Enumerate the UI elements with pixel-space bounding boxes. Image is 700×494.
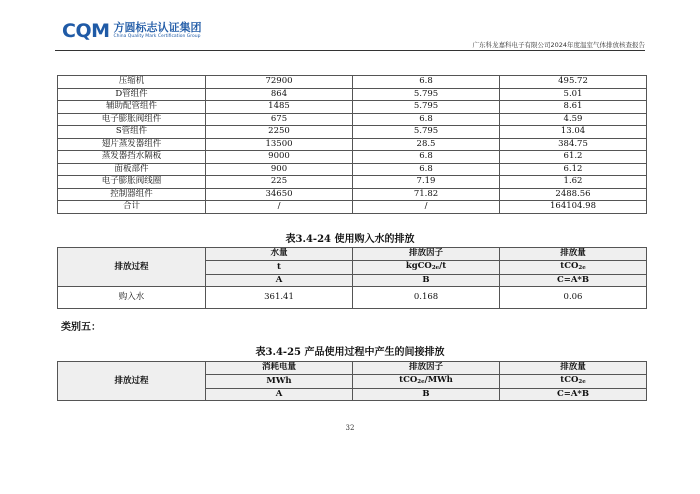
row-label-water: 购入水	[58, 287, 206, 309]
table-cell: 71.82	[353, 188, 500, 201]
table-row	[58, 113, 647, 126]
logo-english-name: China Quality Mark Certification Group	[113, 34, 201, 39]
row-label: 电子膨胀阀组件	[58, 113, 206, 126]
table-cell: 6.12	[500, 163, 647, 176]
process-header: 排放过程	[58, 248, 206, 287]
table-row	[58, 176, 647, 189]
code-c: C=A*B	[500, 274, 647, 287]
row-label: 电子膨胀阀线圈	[58, 176, 206, 189]
table-cell: 5.795	[353, 88, 500, 101]
table-cell: 900	[206, 163, 353, 176]
unit-water: t	[206, 260, 353, 274]
unit-factor: tCO2e/MWh	[353, 374, 500, 388]
header-water-amount: 水量	[206, 248, 353, 261]
table-cell: 7.19	[353, 176, 500, 189]
row-label: 辅助配管组件	[58, 101, 206, 114]
table-cell: 9000	[206, 151, 353, 164]
table-cell: 6.8	[353, 113, 500, 126]
purchased-water-table	[57, 247, 647, 309]
row-label: 面板部件	[58, 163, 206, 176]
table-cell: 61.2	[500, 151, 647, 164]
table-cell: 4.59	[500, 113, 647, 126]
table-caption-product-use: 表3.4-25 产品使用过程中产生的间接排放	[255, 347, 445, 358]
table-cell: 495.72	[500, 76, 647, 89]
table-cell: 28.5	[353, 138, 500, 151]
table-row	[58, 101, 647, 114]
code-b: B	[353, 274, 500, 287]
table-row	[58, 88, 647, 101]
table-caption-water: 表3.4-24 使用购入水的排放	[285, 234, 415, 245]
row-label: 合计	[58, 201, 206, 214]
table-row	[58, 201, 647, 214]
table-row	[58, 188, 647, 201]
table-row	[58, 138, 647, 151]
header-emission-factor: 排放因子	[353, 248, 500, 261]
row-label: S管组件	[58, 126, 206, 139]
header-electricity: 消耗电量	[206, 362, 353, 375]
code-a: A	[206, 274, 353, 287]
table-cell: 164104.98	[500, 201, 647, 214]
table-cell: 2488.56	[500, 188, 647, 201]
table-row	[58, 163, 647, 176]
table-cell: 1.62	[500, 176, 647, 189]
row-label: 蒸发器挡水隔板	[58, 151, 206, 164]
page-header	[0, 0, 700, 60]
header-emission-factor: 排放因子	[353, 362, 500, 375]
table-cell: 6.8	[353, 76, 500, 89]
row-label: 控制器组件	[58, 188, 206, 201]
table-cell: 1485	[206, 101, 353, 114]
table-cell: 2250	[206, 126, 353, 139]
table-cell: 72900	[206, 76, 353, 89]
table-row	[58, 76, 647, 89]
table-row	[58, 126, 647, 139]
unit-electricity: MWh	[206, 374, 353, 388]
header-emissions: 排放量	[500, 362, 647, 375]
product-use-table	[57, 361, 647, 401]
logo-mark: CQM	[62, 20, 110, 42]
table-cell: 5.795	[353, 126, 500, 139]
purchased-goods-table	[57, 75, 647, 214]
table-cell: 675	[206, 113, 353, 126]
process-header: 排放过程	[58, 362, 206, 401]
company-logo	[62, 20, 202, 42]
table-cell: 384.75	[500, 138, 647, 151]
table-cell: 5.795	[353, 101, 500, 114]
row-label: 翅片蒸发器组件	[58, 138, 206, 151]
page-number: 32	[345, 424, 355, 432]
unit-emissions: tCO2e	[500, 374, 647, 388]
table-row	[58, 151, 647, 164]
code-b: B	[353, 388, 500, 401]
table-cell: 8.61	[500, 101, 647, 114]
header-divider	[55, 50, 645, 51]
category-heading: 类别五：	[61, 322, 101, 333]
cell-water-factor: 0.168	[353, 287, 500, 309]
table-cell: 13.04	[500, 126, 647, 139]
table-cell: 5.01	[500, 88, 647, 101]
table-cell: 34650	[206, 188, 353, 201]
code-a: A	[206, 388, 353, 401]
report-title: 广东科龙嘉科电子有限公司2024年度温室气体排放核查报告	[472, 41, 645, 49]
table-cell: /	[206, 201, 353, 214]
code-c: C=A*B	[500, 388, 647, 401]
table-cell: /	[353, 201, 500, 214]
row-label: 压缩机	[58, 76, 206, 89]
unit-emissions: tCO2e	[500, 260, 647, 274]
table-cell: 6.8	[353, 151, 500, 164]
logo-chinese-name: 方圆标志认证集团	[113, 21, 202, 34]
cell-water-emissions: 0.06	[500, 287, 647, 309]
unit-factor: kgCO2e/t	[353, 260, 500, 274]
table-cell: 225	[206, 176, 353, 189]
row-label: D管组件	[58, 88, 206, 101]
table-cell: 6.8	[353, 163, 500, 176]
header-emissions: 排放量	[500, 248, 647, 261]
cell-water-amount: 361.41	[206, 287, 353, 309]
table-cell: 864	[206, 88, 353, 101]
table-cell: 13500	[206, 138, 353, 151]
